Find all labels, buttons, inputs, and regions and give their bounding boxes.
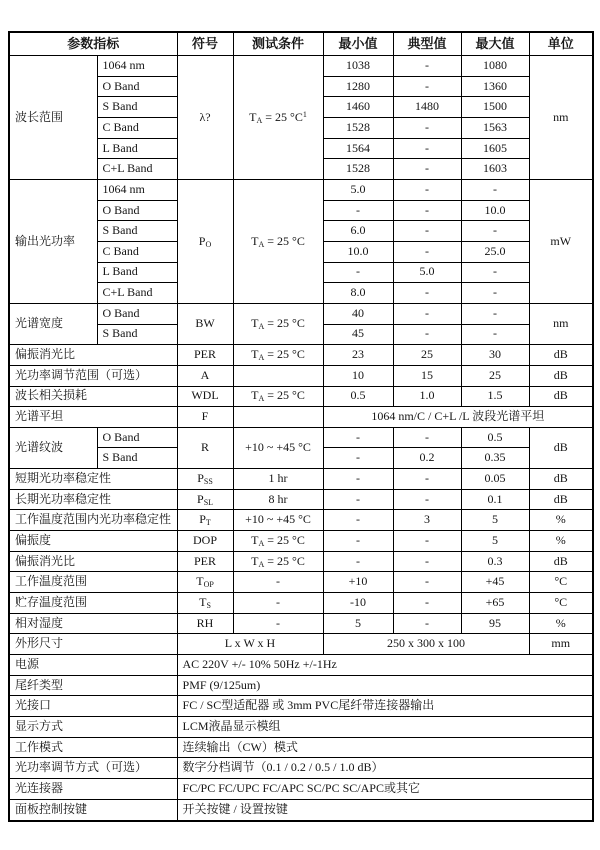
unit-cell: dB	[529, 551, 593, 572]
min-value-cell: 23	[323, 345, 393, 366]
header-typical: 典型值	[393, 32, 461, 56]
unit-cell: nm	[529, 56, 593, 180]
typical-value-cell: -	[393, 117, 461, 138]
typical-value-cell: -	[393, 221, 461, 242]
condition-cell: $T_A = 25$ °C	[233, 551, 323, 572]
typical-value-cell: -	[393, 572, 461, 593]
symbol-cell: DOP	[177, 531, 233, 552]
param-sub-cell: C+L Band	[97, 283, 177, 304]
table-row	[9, 634, 593, 655]
typical-value-cell: -	[393, 200, 461, 221]
param-sub-cell: 1064 nm	[97, 179, 177, 200]
max-value-cell: +45	[461, 572, 529, 593]
typical-value-cell: -	[393, 469, 461, 490]
merged-value-cell: 250 x 300 x 100	[323, 634, 529, 655]
max-value-cell: -	[461, 324, 529, 345]
unit-cell: %	[529, 510, 593, 531]
typical-value-cell: -	[393, 138, 461, 159]
unit-cell: dB	[529, 427, 593, 468]
symbol-cell: F	[177, 407, 233, 428]
condition-cell	[233, 365, 323, 386]
param-cell: 光谱宽度	[9, 303, 97, 344]
min-value-cell: 0.5	[323, 386, 393, 407]
param-cell: 偏振消光比	[9, 551, 177, 572]
max-value-cell: -	[461, 303, 529, 324]
spec-table-body	[9, 56, 593, 822]
table-row	[9, 531, 593, 552]
param-cell: 贮存温度范围	[9, 593, 177, 614]
table-row	[9, 572, 593, 593]
typical-value-cell: -	[393, 489, 461, 510]
max-value-cell: 5	[461, 531, 529, 552]
typical-value-cell: 5.0	[393, 262, 461, 283]
typical-value-cell: -	[393, 324, 461, 345]
max-value-cell: 1603	[461, 159, 529, 180]
symbol-cell: WDL	[177, 386, 233, 407]
typical-value-cell: 25	[393, 345, 461, 366]
unit-cell: nm	[529, 303, 593, 344]
typical-value-cell: 15	[393, 365, 461, 386]
min-value-cell: 1460	[323, 97, 393, 118]
max-value-cell: 1605	[461, 138, 529, 159]
param-sub-cell: 1064 nm	[97, 56, 177, 77]
param-cell: 工作温度范围	[9, 572, 177, 593]
max-value-cell: 95	[461, 613, 529, 634]
param-sub-cell: S Band	[97, 324, 177, 345]
param-cell: 光连接器	[9, 778, 177, 799]
typical-value-cell: -	[393, 56, 461, 77]
param-sub-cell: L Band	[97, 138, 177, 159]
param-sub-cell: S Band	[97, 448, 177, 469]
table-row	[9, 613, 593, 634]
max-value-cell: 30	[461, 345, 529, 366]
table-row	[9, 56, 593, 77]
condition-cell: +10 ~ +45 °C	[233, 427, 323, 468]
param-sub-cell: O Band	[97, 200, 177, 221]
max-value-cell: -	[461, 283, 529, 304]
param-cell: 外形尺寸	[9, 634, 177, 655]
table-row	[9, 469, 593, 490]
symbol-cell: λ?	[177, 56, 233, 180]
param-cell: 显示方式	[9, 717, 177, 738]
param-sub-cell: O Band	[97, 427, 177, 448]
min-value-cell: 10	[323, 365, 393, 386]
max-value-cell: 1.5	[461, 386, 529, 407]
table-row	[9, 345, 593, 366]
min-value-cell: 1564	[323, 138, 393, 159]
symbol-cell: RH	[177, 613, 233, 634]
param-sub-cell: C Band	[97, 241, 177, 262]
merged-value-cell: 连续输出（CW）模式	[177, 737, 593, 758]
symbol-cell: $P_{SL}$	[177, 489, 233, 510]
table-row	[9, 696, 593, 717]
merged-value-cell: 1064 nm/C / C+L /L 波段光谱平坦	[323, 407, 593, 428]
min-value-cell: -	[323, 427, 393, 448]
typical-value-cell: -	[393, 427, 461, 448]
table-row	[9, 799, 593, 821]
table-row	[9, 655, 593, 676]
typical-value-cell: -	[393, 613, 461, 634]
min-value-cell: -	[323, 510, 393, 531]
min-value-cell: 5.0	[323, 179, 393, 200]
condition-cell: 8 hr	[233, 489, 323, 510]
typical-value-cell: 1.0	[393, 386, 461, 407]
max-value-cell: 1500	[461, 97, 529, 118]
header-max: 最大值	[461, 32, 529, 56]
param-cell: 工作模式	[9, 737, 177, 758]
symbol-cell: $P_T$	[177, 510, 233, 531]
param-cell: 尾纤类型	[9, 675, 177, 696]
table-row	[9, 778, 593, 799]
table-row	[9, 737, 593, 758]
max-value-cell: -	[461, 179, 529, 200]
unit-cell: dB	[529, 469, 593, 490]
condition-cell: $T_A = 25$ °C	[233, 179, 323, 303]
param-sub-cell: L Band	[97, 262, 177, 283]
header-min: 最小值	[323, 32, 393, 56]
min-value-cell: -	[323, 531, 393, 552]
condition-cell: $T_A = 25$ °C	[233, 303, 323, 344]
condition-cell: 1 hr	[233, 469, 323, 490]
param-sub-cell: S Band	[97, 221, 177, 242]
param-sub-cell: C Band	[97, 117, 177, 138]
symbol-cell: PER	[177, 551, 233, 572]
max-value-cell: 25	[461, 365, 529, 386]
condition-cell: +10 ~ +45 °C	[233, 510, 323, 531]
max-value-cell: 1563	[461, 117, 529, 138]
min-value-cell: 45	[323, 324, 393, 345]
max-value-cell: 0.1	[461, 489, 529, 510]
param-cell: 偏振消光比	[9, 345, 177, 366]
symbol-cell: $P_{SS}$	[177, 469, 233, 490]
unit-cell: dB	[529, 365, 593, 386]
min-value-cell: 1528	[323, 117, 393, 138]
unit-cell: dB	[529, 489, 593, 510]
max-value-cell: 25.0	[461, 241, 529, 262]
param-cell: 波长范围	[9, 56, 97, 180]
typical-value-cell: -	[393, 179, 461, 200]
merged-value-cell: 开关按键 / 设置按键	[177, 799, 593, 821]
table-row	[9, 303, 593, 324]
param-cell: 工作温度范围内光功率稳定性	[9, 510, 177, 531]
table-row	[9, 365, 593, 386]
spec-table-header	[9, 32, 593, 56]
min-value-cell: -	[323, 551, 393, 572]
param-cell: 电源	[9, 655, 177, 676]
param-cell: 光谱纹波	[9, 427, 97, 468]
param-cell: 面板控制按键	[9, 799, 177, 821]
unit-cell: mm	[529, 634, 593, 655]
min-value-cell: -	[323, 448, 393, 469]
max-value-cell: 0.5	[461, 427, 529, 448]
min-value-cell: 8.0	[323, 283, 393, 304]
typical-value-cell: -	[393, 531, 461, 552]
unit-cell: dB	[529, 345, 593, 366]
table-row	[9, 551, 593, 572]
min-value-cell: 1038	[323, 56, 393, 77]
max-value-cell: -	[461, 262, 529, 283]
max-value-cell: +65	[461, 593, 529, 614]
param-sub-cell: O Band	[97, 303, 177, 324]
condition-cell: $T_A = 25$ $^\circ C^1$	[233, 56, 323, 180]
unit-cell: %	[529, 531, 593, 552]
max-value-cell: 0.05	[461, 469, 529, 490]
param-cell: 光接口	[9, 696, 177, 717]
merged-value-cell: FC/PC FC/UPC FC/APC SC/PC SC/APC或其它	[177, 778, 593, 799]
max-value-cell: 0.3	[461, 551, 529, 572]
merged-value-cell: 数字分档调节（0.1 / 0.2 / 0.5 / 1.0 dB）	[177, 758, 593, 779]
symbol-cell: $P_O$	[177, 179, 233, 303]
merged-value-cell: FC / SC型适配器 或 3mm PVC尾纤带连接器输出	[177, 696, 593, 717]
param-cell: 短期光功率稳定性	[9, 469, 177, 490]
min-value-cell: +10	[323, 572, 393, 593]
typical-value-cell: -	[393, 283, 461, 304]
table-row	[9, 489, 593, 510]
param-cell: 偏振度	[9, 531, 177, 552]
param-sub-cell: C+L Band	[97, 159, 177, 180]
symbol-cell: $T_{OP}$	[177, 572, 233, 593]
condition-cell: $T_A = 25$ °C	[233, 531, 323, 552]
typical-value-cell: 0.2	[393, 448, 461, 469]
min-value-cell: 6.0	[323, 221, 393, 242]
unit-cell: °C	[529, 593, 593, 614]
header-condition: 测试条件	[233, 32, 323, 56]
header-unit: 单位	[529, 32, 593, 56]
condition-cell: $T_A = 25$ °C	[233, 345, 323, 366]
spec-table	[8, 31, 594, 822]
typical-value-cell: -	[393, 241, 461, 262]
table-row	[9, 510, 593, 531]
table-row	[9, 593, 593, 614]
merged-value-cell: AC 220V +/- 10% 50Hz +/-1Hz	[177, 655, 593, 676]
table-row	[9, 386, 593, 407]
max-value-cell: 5	[461, 510, 529, 531]
param-cell: 输出光功率	[9, 179, 97, 303]
typical-value-cell: -	[393, 159, 461, 180]
min-value-cell: -	[323, 469, 393, 490]
param-sub-cell: O Band	[97, 76, 177, 97]
table-row	[9, 427, 593, 448]
min-value-cell: -	[323, 262, 393, 283]
min-value-cell: 1528	[323, 159, 393, 180]
param-sub-cell: S Band	[97, 97, 177, 118]
typical-value-cell: 1480	[393, 97, 461, 118]
symbol-cell: PER	[177, 345, 233, 366]
typical-value-cell: -	[393, 76, 461, 97]
min-value-cell: -10	[323, 593, 393, 614]
param-cell: 相对湿度	[9, 613, 177, 634]
table-row	[9, 179, 593, 200]
param-cell: 光功率调节范围（可选）	[9, 365, 177, 386]
unit-cell: dB	[529, 386, 593, 407]
symbol-cell: A	[177, 365, 233, 386]
min-value-cell: -	[323, 489, 393, 510]
condition-cell: -	[233, 572, 323, 593]
symbol-cell: $T_S$	[177, 593, 233, 614]
table-row	[9, 675, 593, 696]
max-value-cell: -	[461, 221, 529, 242]
table-row	[9, 758, 593, 779]
condition-cell: -	[233, 613, 323, 634]
header-symbol: 符号	[177, 32, 233, 56]
merged-value-cell: LCM液晶显示模组	[177, 717, 593, 738]
max-value-cell: 1080	[461, 56, 529, 77]
typical-value-cell: -	[393, 593, 461, 614]
param-cell: 波长相关损耗	[9, 386, 177, 407]
max-value-cell: 1360	[461, 76, 529, 97]
min-value-cell: -	[323, 200, 393, 221]
symbol-cell: R	[177, 427, 233, 468]
table-row	[9, 407, 593, 428]
unit-cell: %	[529, 613, 593, 634]
merged-value-cell: PMF (9/125um)	[177, 675, 593, 696]
min-value-cell: 40	[323, 303, 393, 324]
typical-value-cell: -	[393, 551, 461, 572]
table-row	[9, 717, 593, 738]
param-cell: 长期光功率稳定性	[9, 489, 177, 510]
min-value-cell: 1280	[323, 76, 393, 97]
unit-cell: °C	[529, 572, 593, 593]
max-value-cell: 0.35	[461, 448, 529, 469]
param-cell: 光谱平坦	[9, 407, 177, 428]
typical-value-cell: -	[393, 303, 461, 324]
header-row	[9, 32, 593, 56]
typical-value-cell: 3	[393, 510, 461, 531]
max-value-cell: 10.0	[461, 200, 529, 221]
param-cell: 光功率调节方式（可选）	[9, 758, 177, 779]
header-param: 参数指标	[9, 32, 177, 56]
min-value-cell: 10.0	[323, 241, 393, 262]
symbol-cell: BW	[177, 303, 233, 344]
condition-cell: $T_A = 25$ °C	[233, 386, 323, 407]
condition-cell: -	[233, 593, 323, 614]
merged-value-cell: L x W x H	[177, 634, 323, 655]
min-value-cell: 5	[323, 613, 393, 634]
unit-cell: mW	[529, 179, 593, 303]
condition-cell	[233, 407, 323, 428]
